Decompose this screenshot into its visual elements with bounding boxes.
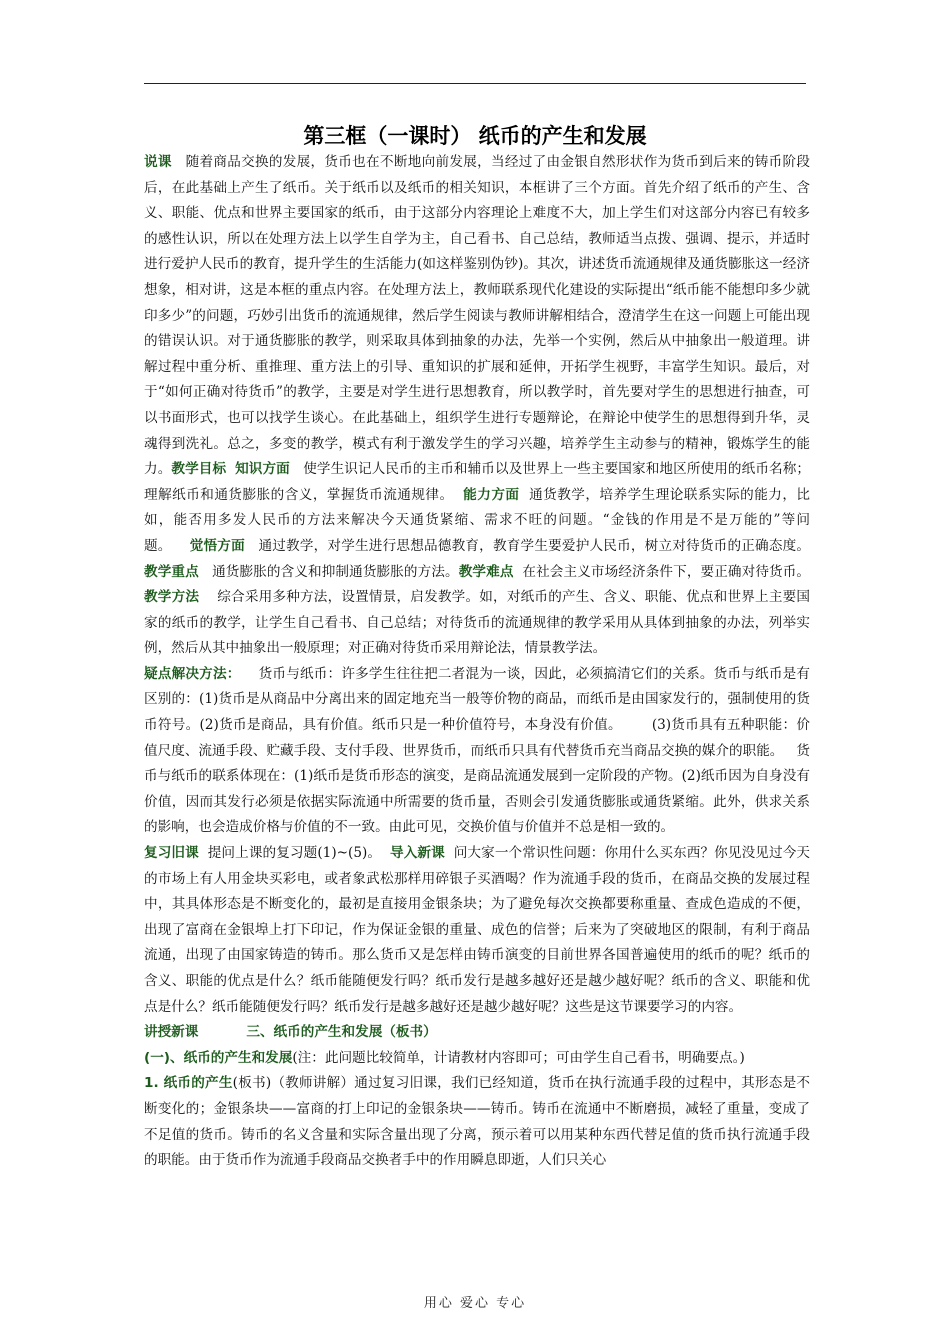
paragraph-item1: [144, 1071, 810, 1173]
text-yidian-3: 货币与纸币的联系体现在：(1)纸币是货币形态的演变，是商品流通发展到一定阶段的产物。(2)纸币因为自身没有价值，因而其发行必须是依据实际流通中所需要的货币量，否则会引发通货膨胀或通货紧缩。此外，供求关系的影响，也会造成价格与价值的不一致。由此可见，交换价值与价值并不总是相一致的。: [144, 742, 810, 836]
document-body: [144, 150, 810, 1174]
label-fangfa: 教学方法: [144, 589, 200, 606]
text-sub1: (注：此问题比较简单，计请教材内容即可；可由学生自己看书，明确要点。): [292, 1049, 745, 1066]
label-juewu: 觉悟方面: [189, 537, 245, 554]
paragraph-jiangshou: [144, 1020, 810, 1046]
text-daoru: 问大家一个常识性问题：你用什么买东西？你见没见过今天的市场上有人用金块买彩电，或者象武松那样用碎银子买酒喝？作为流通手段的货币，在商品交换的发展过程中，其具体形态是不断变化的，最初是直接用金银条块；为了避免每次交换都要称重量、查成色造成的不便，出现了富商在金银埠上打下印记，作为保证金银的重量、成色的信誉；后来为了突破地区的限制，有利于商品流通，出现了由国家铸造的铸币。那么货币又是怎样由铸币演变的目前世界各国普遍使用的纸币的呢？纸币的含义、职能的优点是什么？纸币能随便发行吗？纸币发行是越多越好还是越少越好呢？纸币的含义、职能和优点是什么？纸币能随便发行吗？纸币发行是越多越好还是越少越好呢？这些是这节课要学习的内容。: [144, 845, 810, 1015]
paragraph-intro: [144, 150, 810, 662]
text-zhishi: 使学生识记人民币的主币和辅币以及世界上一些主要国家和地区所使用的纸币名称；理解纸币和通货膨胀的含义，掌握货币流通规律。: [144, 461, 811, 503]
label-daoru: 导入新课: [389, 845, 445, 862]
paragraph-sub1: [144, 1046, 810, 1072]
label-yidian: 疑点解决方法：: [144, 665, 241, 682]
text-shuoke: 随着商品交换的发展，货币也在不断地向前发展，当经过了由金银自然形状作为货币到后来的铸币阶段后，在此基础上产生了纸币。关于纸币以及纸币的相关知识，本框讲了三个方面。首先介绍了纸币的产生、含义、职能、优点和世界主要国家的纸币，由于这部分内容理论上难度不大，加上学生们对这部分内容已有较多的感性认识，所以在处理方法上以学生自学为主，自己看书、自己总结，教师适当点拨、强调、提示，并适时进行爱护人民币的教育，提升学生的生活能力(如这样鉴别伪钞)。其次，讲述货币流通规律及通货膨胀这一经济想象，相对讲，这是本框的重点内容。在处理方法上，教师联系现代化建设的实际提出“纸币能不能想印多少就印多少”的问题，巧妙引出货币的流通规律，然后学生阅读与教师讲解相结合，澄清学生在这一问题上可能出现的错误认识。对于通货膨胀的教学，则采取具体到抽象的办法，先举一个实例，然后从中抽象出一般道理。讲解过程中重分析、重推理、重方法上的引导、重知识的扩展和延伸，开拓学生视野，丰富学生知识。最后，对于“如何正确对待货币”的教学，主要是对学生进行思想教育，所以教学时，首先要对学生的思想进行抽查，可以书面形式，也可以找学生谈心。在此基础上，组织学生进行专题辩论，在辩论中使学生的思想得到升华，灵魂得到洗礼。总之，多变的教学，模式有利于激发学生的学习兴趣，培养学生主动参与的精神，锻炼学生的能力。: [144, 154, 810, 478]
label-nengli: 能力方面: [463, 486, 520, 503]
text-nandian: 在社会主义市场经济条件下，要正确对待货币。: [522, 563, 811, 580]
text-yidian: 货币与纸币：许多学生往往把二者混为一谈，因此，必须搞清它们的关系。货币与纸币是有区别的：(1)货币是从商品中分离出来的固定地充当一般等价物的商品，而纸币是由国家发行的，强制使用的货币符号。(2)货币是商品，具有价值。纸币只是一种价值符号，本身没有价值。: [144, 665, 810, 734]
label-sub1: (一)、纸币的产生和发展: [144, 1049, 293, 1066]
heading-jiangshou: 三、纸币的产生和发展（板书）: [246, 1024, 437, 1041]
text-yidian-2: (3)货币具有五种职能：价值尺度、流通手段、贮藏手段、支付手段、世界货币，而纸币只具有代替货币充当商品交换的媒介的职能。: [144, 717, 810, 759]
paragraph-fuxi: [144, 841, 810, 1020]
text-zhongdian: 通货膨胀的含义和抑制通货膨胀的方法。: [212, 563, 459, 580]
label-jiangshou: 讲授新课: [144, 1024, 199, 1041]
label-shuoke: 说课: [144, 154, 172, 170]
label-nandian: 教学难点: [458, 563, 514, 580]
header-rule: [144, 83, 806, 84]
label-zhishi: 知识方面: [235, 461, 290, 478]
label-mubiao: 教学目标: [171, 461, 227, 478]
text-item1: (板书)（教师讲解）通过复习旧课，我们已经知道，货币在执行流通手段的过程中，其形态是不断变化的；金银条块——富商的打上印记的金银条块——铸币。铸币在流通中不断磨损，减轻了重量，变成了不足值的货币。铸币的名义含量和实际含量出现了分离，预示着可以用某种东西代替足值的货币执行流通手段的职能。由于货币作为流通手段商品交换者手中的作用瞬息即逝，人们只关心: [144, 1075, 810, 1169]
text-fuxi: 提问上课的复习题(1)~(5)。: [207, 845, 382, 862]
text-juewu: 通过教学，对学生进行思想品德教育，教育学生要爱护人民币，树立对待货币的正确态度。: [258, 537, 811, 554]
paragraph-yidian: [144, 662, 810, 841]
label-fuxi: 复习旧课: [144, 845, 199, 862]
label-item1: 1. 纸币的产生: [144, 1075, 233, 1092]
text-nengli: 通货教学，培养学生理论联系实际的能力，比如，能否用多发人民币的方法来解决今天通货紧缩、需求不旺的问题。“金钱的作用是不是万能的”等问题。: [144, 486, 811, 554]
page-title: 第三框（一课时） 纸币的产生和发展: [303, 124, 647, 148]
page-footer: 用心 爱心 专心: [423, 1296, 527, 1311]
text-fangfa: 综合采用多种方法，设置情景，启发教学。如，对纸币的产生、含义、职能、优点和世界上主要国家的纸币的教学，让学生自己看书、自己总结；对待货币的流通规律的教学采用从具体到抽象的办法，列举实例，然后从其中抽象出一般原理；对正确对待货币采用辩论法，情景教学法。: [144, 589, 811, 657]
label-zhongdian: 教学重点: [144, 563, 199, 580]
